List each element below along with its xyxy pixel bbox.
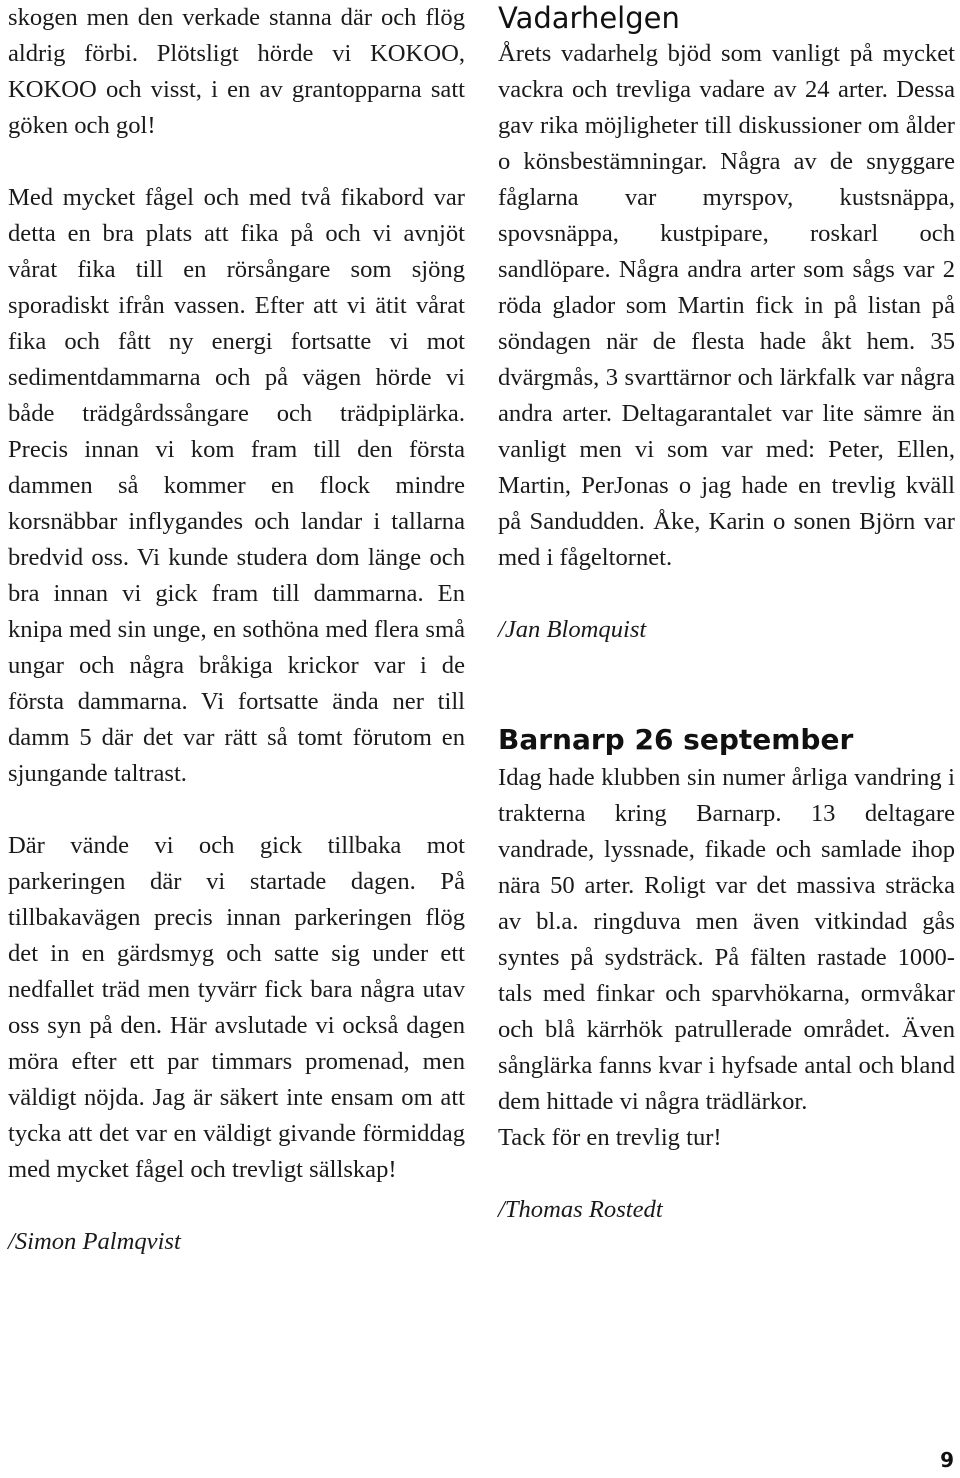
heading-vadarhelgen: Vadarhelgen: [498, 1, 680, 35]
right-column: [498, 0, 955, 1228]
paragraph-gap: [8, 792, 465, 828]
paragraph-gap: [498, 1156, 955, 1192]
right-paragraph-1: Årets vadarhelg bjöd som vanligt på mycket vackra och trevliga vadare av 24 arter. Dessa gav rika möjligheter till diskussioner om ålder o könsbestämningar. Några av de snyggare fåglarna var myrspov, kustsnäppa, spovsnäppa, kustpipare, roskarl och sandlöpare. Några andra arter som sågs var 2 röda glador som Martin fick in på listan på söndagen när de flesta hade åkt hem. 35 dvärgmås, 3 svarttärnor och lärkfalk var några andra arter. Deltagarantalet var lite sämre än vanligt men vi som var med: Peter, Ellen, Martin, PerJonas o jag hade en trevlig kväll på Sandudden. Åke, Karin o sonen Björn var med i fågeltornet.: [498, 40, 955, 571]
left-paragraph-1: skogen men den verkade stanna där och flög aldrig förbi. Plötsligt hörde vi KOKOO, KOKOO och visst, i en av grantopparna satt göken och gol!: [8, 4, 465, 139]
paragraph-gap: [498, 684, 955, 720]
paragraph-gap: [8, 144, 465, 180]
right-paragraph-3: Tack för en trevlig tur!: [498, 1124, 722, 1151]
left-column: [8, 0, 465, 1260]
paragraph-gap: [498, 576, 955, 612]
left-paragraph-3: Där vände vi och gick tillbaka mot parkeringen där vi startade dagen. På tillbakavägen precis innan parkeringen flög det in en gärdsmyg och satte sig under ett nedfallet träd men tyvärr fick bara några utav oss syn på den. Här avslutade vi också dagen möra efter ett par timmars promenad, men väldigt nöjda. Jag är säkert inte ensam om att tycka att det var en väldigt givande förmiddag med mycket fågel och trevligt sällskap!: [8, 832, 465, 1183]
paragraph-gap: [8, 1188, 465, 1224]
left-paragraph-2: Med mycket fågel och med två fikabord var detta en bra plats att fika på och vi avnjöt vårat fika till en rörsångare som sjöng sporadiskt ifrån vassen. Efter att vi ätit vårat fika och fått ny energi fortsatte vi mot sedimentdammarna och på vägen hörde vi både trädgårdssångare och trädpiplärka. Precis innan vi kom fram till den första dammen så kommer en flock mindre korsnäbbar inflygandes och landar i tallarna bredvid oss. Vi kunde studera dom länge och bra innan vi gick fram till dammarna. En knipa med sin unge, en sothöna med flera små ungar och några bråkiga krickor var i de första dammarna. Vi fortsatte ända ner till damm 5 där det var rätt så tomt förutom en sjungande taltrast.: [8, 184, 465, 787]
signature-jan-blomquist: /Jan Blomquist: [498, 616, 647, 643]
paragraph-gap: [498, 648, 955, 684]
page-number: 9: [940, 1448, 954, 1472]
signature-thomas-rostedt: /Thomas Rostedt: [498, 1196, 663, 1223]
right-paragraph-2: Idag hade klubben sin numer årliga vandring i trakterna kring Barnarp. 13 deltagare vandrade, lyssnade, fikade och samlade ihop nära 50 arter. Roligt var det massiva sträcka av bl.a. ringduva men även vitkindad gås syntes på sydsträck. På fälten rastade 1000-tals med finkar och sparvhökarna, ormvåkar och blå kärrhök patrullerade området. Även sånglärka fanns kvar i hyfsade antal och bland dem hittade vi några trädlärkor.: [498, 764, 955, 1115]
signature-simon-palmqvist: /Simon Palmqvist: [8, 1228, 181, 1255]
heading-barnarp: Barnarp 26 september: [498, 723, 854, 756]
